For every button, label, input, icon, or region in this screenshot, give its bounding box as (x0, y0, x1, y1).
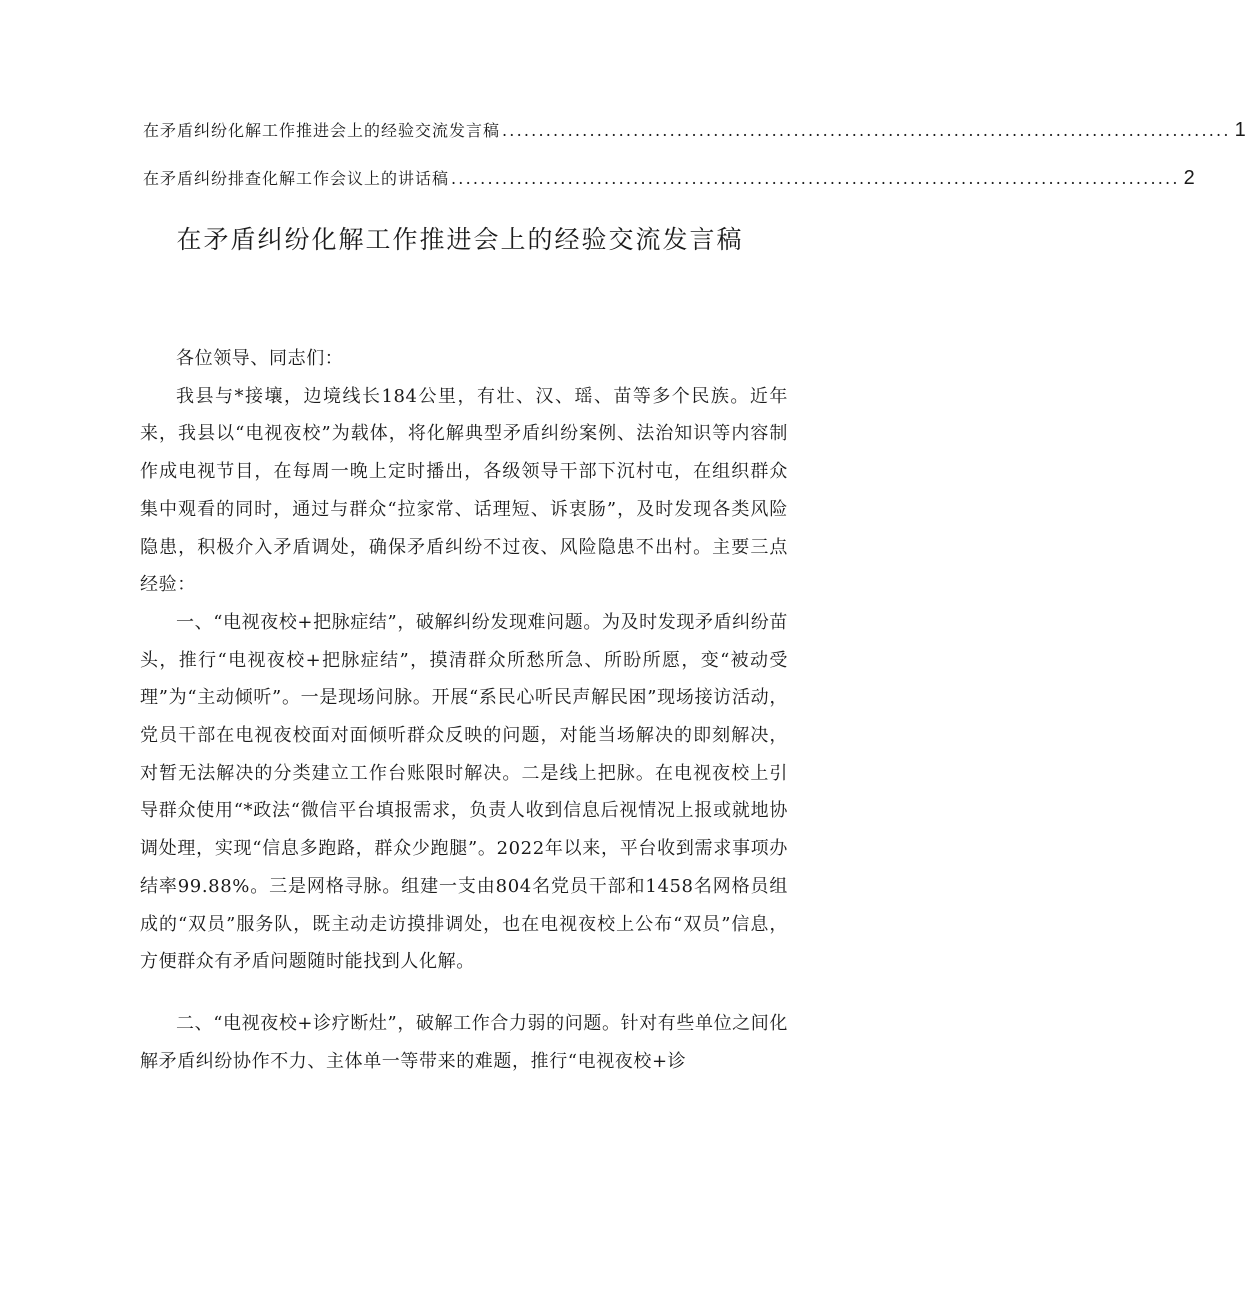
body-paragraph: 一、“电视夜校+把脉症结”，破解纠纷发现难问题。为及时发现矛盾纠纷苗头，推行“电视夜校+把脉症结”，摸清群众所愁所急、所盼所愿，变“被动受理”为“主动倾听”。一是现场问脉。开展“系民心听民声解民困”现场接访活动，党员干部在电视夜校面对面倾听群众反映的问题，对能当场解决的即刻解决，对暂无法解决的分类建立工作台账限时解决。二是线上把脉。在电视夜校上引导群众使用“*政法“微信平台填报需求，负责人收到信息后视情况上报或就地协调处理，实现“信息多跑路，群众少跑腿”。2022年以来，平台收到需求事项办结率99.88%。三是网格寻脉。组建一支由804名党员干部和1458名网格员组成的“双员”服务队，既主动走访摸排调处，也在电视夜校上公布“双员”信息，方便群众有矛盾问题随时能找到人化解。 (140, 611, 788, 973)
toc-entry-page: 1 (1234, 119, 1247, 141)
toc-entry[interactable] (143, 118, 1247, 166)
body-paragraph: 我县与*接壤，边境线长184公里，有壮、汉、瑶、苗等多个民族。近年来，我县以“电视夜校”为载体，将化解典型矛盾纠纷案例、法治知识等内容制作成电视节目，在每周一晚上定时播出，各级领导干部下沉村屯，在组织群众集中观看的同时，通过与群众“拉家常、话理短、诉衷肠”，及时发现各类风险隐患，积极介入矛盾调处，确保矛盾纠纷不过夜、风险隐患不出村。主要三点经验： (140, 385, 788, 596)
toc-entry-page: 2 (1183, 167, 1196, 189)
document-title: 在矛盾纠纷化解工作推进会上的经验交流发言稿 (176, 225, 744, 254)
table-of-contents (143, 118, 1247, 214)
toc-entry[interactable] (143, 166, 1196, 214)
toc-leader-dots: .................................................................................................... (451, 169, 1180, 188)
salutation: 各位领导、同志们： (176, 348, 344, 369)
body-paragraph: 二、“电视夜校+诊疗断灶”，破解工作合力弱的问题。针对有些单位之间化解矛盾纠纷协作不力、主体单一等带来的难题，推行“电视夜校+诊 (140, 1012, 788, 1072)
document-body (140, 340, 788, 1080)
toc-leader-dots: .................................................................................................... (502, 121, 1231, 140)
toc-entry-title: 在矛盾纠纷化解工作推进会上的经验交流发言稿 (143, 121, 501, 140)
toc-entry-title: 在矛盾纠纷排查化解工作会议上的讲话稿 (143, 169, 450, 188)
